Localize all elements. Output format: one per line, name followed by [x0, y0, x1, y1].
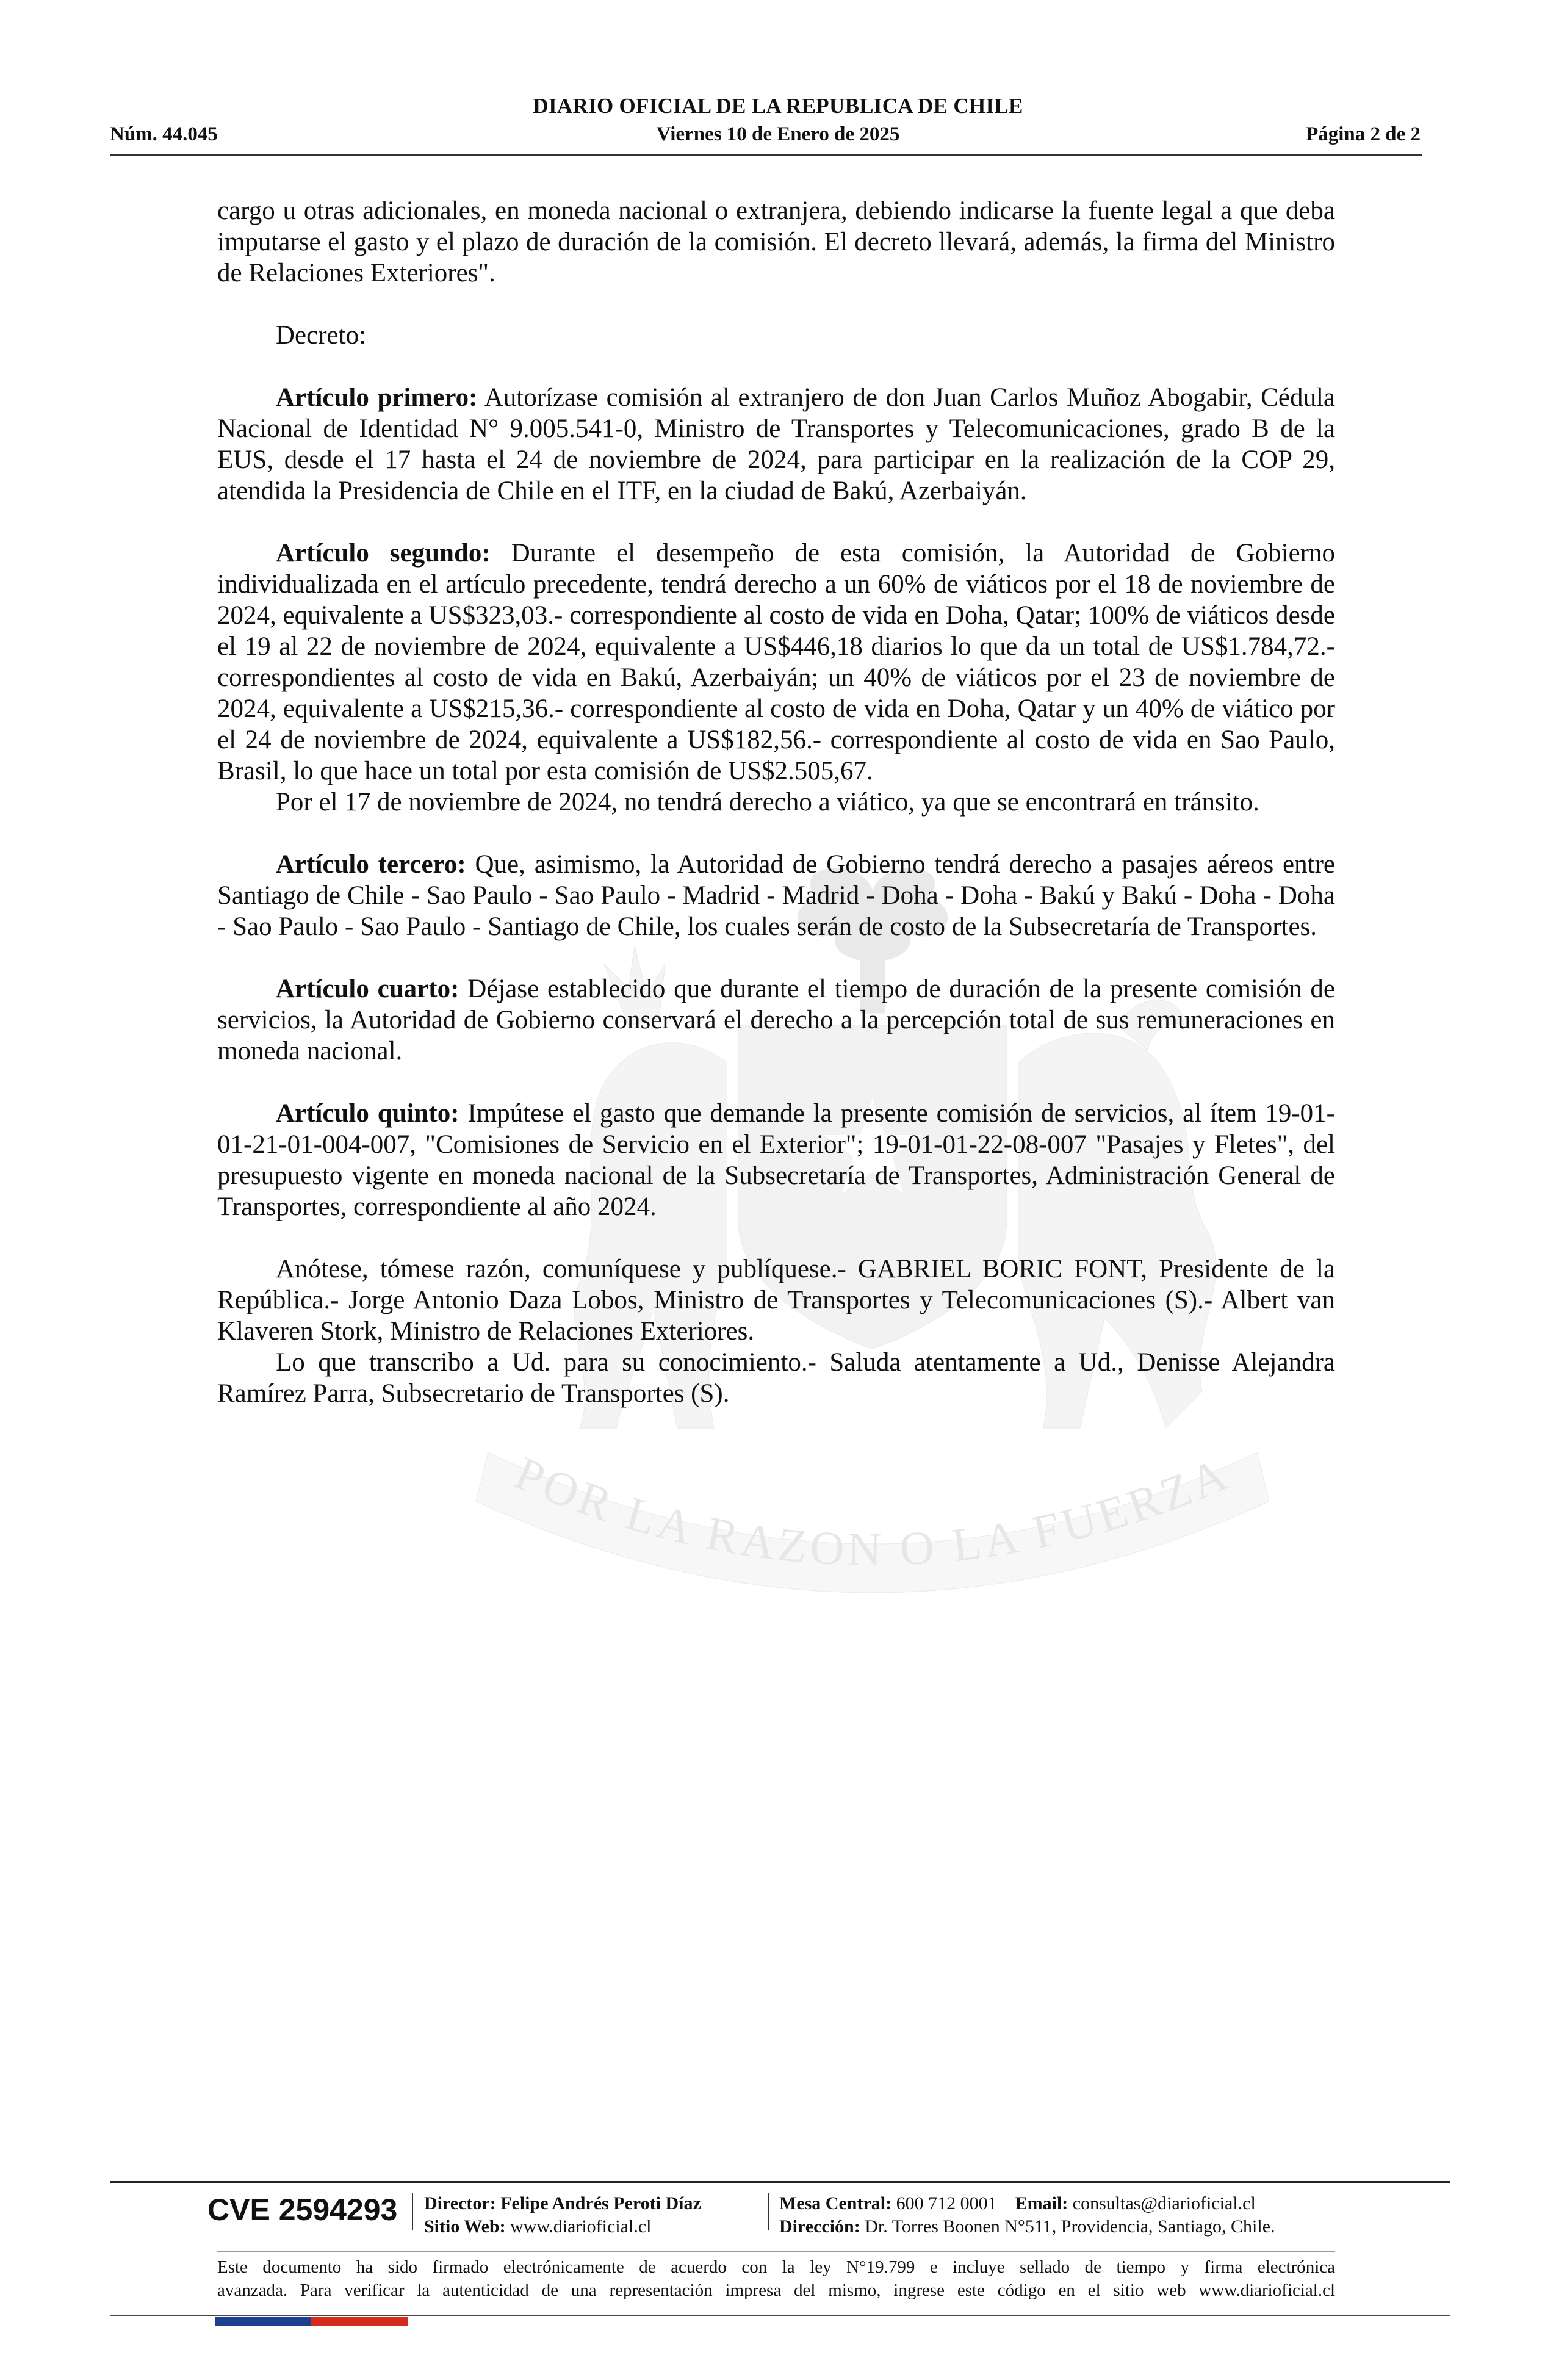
article-3-text: Que, asimismo, la Autoridad de Gobierno tendrá derecho a pasajes aéreos entre Santiago de Chile - Sao Paulo - Sao Paulo - Madrid - Madrid - Doha - Doha - Bakú y Bakú - Doha - Doha - Sao Paulo - Sao Paulo - Santiago de Chile, los cuales serán de costo de la Subsecretaría de Transportes. [217, 850, 1335, 941]
article-1-title: Artículo primero: [276, 383, 478, 412]
article-2 [217, 538, 1335, 787]
closing-paragraph: Anótese, tómese razón, comuníquese y publíquese.- GABRIEL BORIC FONT, Presidente de la República.- Jorge Antonio Daza Lobos, Ministro de Transportes y Telecomunicaciones (S).- Albert van Klaveren Stork, Ministro de Relaciones Exteriores. [217, 1255, 1335, 1346]
header-divider [110, 154, 1422, 156]
article-2-text: Durante el desempeño de esta comisión, la Autoridad de Gobierno individualizada en el artículo precedente, tendrá derecho a un 60% de viáticos por el 18 de noviembre de 2024, equivalente a US$323,03.- correspondiente al costo de vida en Doha, Qatar; 100% de viáticos desde el 19 al 22 de noviembre de 2024, equivalente a US$446,18 diarios lo que da un total de US$1.784,72.- correspondientes al costo de vida en Bakú, Azerbaiyán; un 40% de viáticos por el 23 de noviembre de 2024, equivalente a US$215,36.- correspondiente al costo de vida en Doha, Qatar y un 40% de viático por el 24 de noviembre de 2024, equivalente a US$182,56.- correspondiente al costo de vida en Sao Paulo, Brasil, lo que hace un total por esta comisión de US$2.505,67. [217, 539, 1335, 785]
article-5-text: Impútese el gasto que demande la presente comisión de servicios, al ítem 19-01-01-21-01-004-007, "Comisiones de Servicio en el Exterior"; 19-01-01-22-08-007 "Pasajes y Fletes", del presupuesto vigente en moneda nacional de la Subsecretaría de Transportes, Administración General de Transportes, correspondiente al año 2024. [217, 1099, 1336, 1221]
article-1-text: Autorízase comisión al extranjero de don Juan Carlos Muñoz Abogabir, Cédula Nacional de Identidad N° 9.005.541-0, Ministro de Transportes y Telecomunicaciones, grado B de la EUS, desde el 17 hasta el 24 de noviembre de 2024, para participar en la realización de la COP 29, atendida la Presidencia de Chile en el ITF, en la ciudad de Bakú, Azerbaiyán. [217, 383, 1335, 505]
address-value: Dr. Torres Boonen N°511, Providencia, Santiago, Chile. [865, 2216, 1275, 2237]
contact-line [779, 2192, 1256, 2215]
legal-notice [217, 2256, 1335, 2302]
flag-stripe-blue [215, 2317, 311, 2326]
issue-number: Núm. 44.045 [110, 123, 218, 145]
mesa-label: Mesa Central: [779, 2193, 892, 2213]
page-indicator: Página 2 de 2 [1306, 123, 1421, 145]
article-4-title: Artículo cuarto: [276, 975, 459, 1003]
motto-text: POR LA RAZON O LA FUERZA [507, 1446, 1238, 1576]
decreto-label: Decreto: [276, 321, 367, 350]
director-label: Director: [424, 2193, 496, 2213]
article-2-continuation: Por el 17 de noviembre de 2024, no tendrá derecho a viático, ya que se encontrará en tránsito. [276, 788, 1259, 817]
email-link[interactable]: consultas@diarioficial.cl [1072, 2193, 1256, 2213]
article-5 [217, 1098, 1335, 1222]
issue-date: Viernes 10 de Enero de 2025 [656, 123, 900, 145]
newspaper-title: DIARIO OFICIAL DE LA REPUBLICA DE CHILE [533, 94, 1023, 118]
legal-line-2: avanzada. Para verificar la autenticidad de una representación impresa del mismo, ingrese este código en el sitio web www.diarioficial.cl [217, 2281, 1335, 2300]
address-label: Dirección: [779, 2216, 860, 2237]
motto-ribbon [476, 1452, 1269, 1593]
article-3 [217, 849, 1335, 942]
flag-stripe-red [311, 2317, 408, 2326]
article-4-text: Déjase establecido que durante el tiempo de duración de la presente comisión de servicios, la Autoridad de Gobierno conservará el derecho a la percepción total de sus remuneraciones en moneda nacional. [217, 975, 1335, 1066]
mesa-phone: 600 712 0001 [896, 2193, 997, 2213]
email-label: Email: [1015, 2193, 1068, 2213]
director-name: Felipe Andrés Peroti Díaz [500, 2193, 701, 2213]
footer-mid-divider [217, 2251, 1335, 2252]
decree-body [217, 195, 1335, 1409]
website-label: Sitio Web: [424, 2216, 506, 2237]
footer-divider-2 [768, 2193, 769, 2230]
website-line [424, 2215, 651, 2238]
intro-paragraph: cargo u otras adicionales, en moneda nacional o extranjera, debiendo indicarse la fuente legal a que deba imputarse el gasto y el plazo de duración de la comisión. El decreto llevará, además, la firma del Ministro de Relaciones Exteriores". [217, 197, 1335, 287]
transcription-paragraph: Lo que transcribo a Ud. para su conocimiento.- Saluda atentamente a Ud., Denisse Alejandra Ramírez Parra, Subsecretario de Transportes (S). [217, 1348, 1335, 1408]
footer-top-divider [110, 2181, 1450, 2183]
article-5-title: Artículo quinto: [276, 1099, 459, 1128]
director-line [424, 2192, 701, 2215]
article-2-title: Artículo segundo: [276, 539, 491, 568]
legal-line-1: Este documento ha sido firmado electrónicamente de acuerdo con la ley N°19.799 e incluye sellado de tiempo y firma electrónica [217, 2257, 1335, 2277]
address-line [779, 2215, 1275, 2238]
article-4 [217, 973, 1335, 1067]
article-1 [217, 382, 1335, 507]
footer-divider-1 [412, 2193, 413, 2230]
article-3-title: Artículo tercero: [276, 850, 466, 879]
footer-bottom-divider [110, 2315, 1450, 2316]
website-link[interactable]: www.diarioficial.cl [510, 2216, 652, 2237]
cve-code: CVE 2594293 [207, 2193, 398, 2227]
